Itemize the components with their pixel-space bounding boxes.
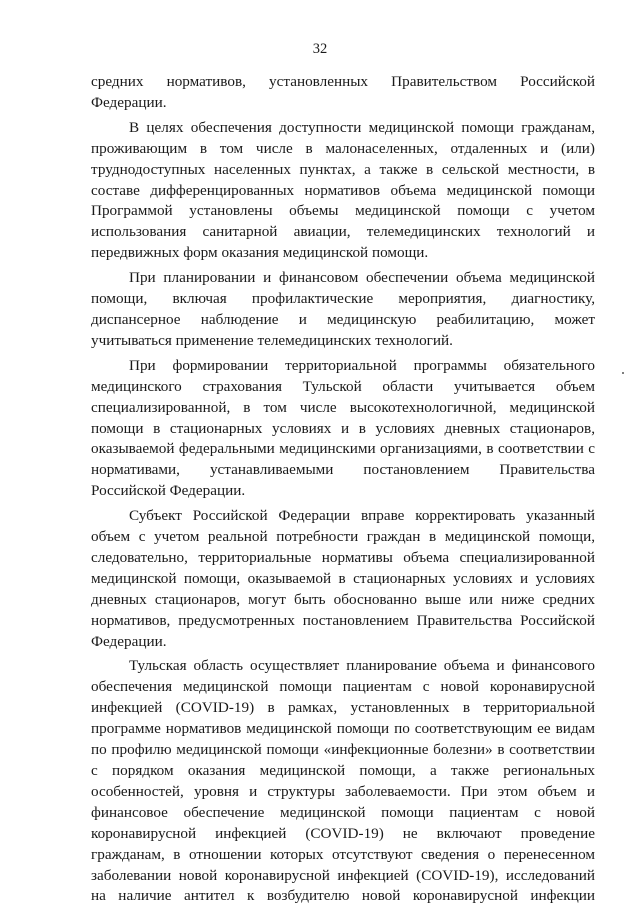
paragraph-continuation: средних нормативов, установленных Правительством Российской Федерации. [91, 73, 595, 111]
paragraph-covid-planning: Тульская область осуществляет планирование объема и финансового обеспечения медицинской помощи пациентам с новой коронавирусной инфекцией (COVID-19) в рамках, установленных в территориальной программе нормативов медицинской помощи по соответствующим ее видам по профилю медицинской помощи «инфекционные болезни» в соответствии с порядком оказания медицинской помощи, а также региональных особенностей, уровня и структуры заболеваемости. При этом объем и финансовое обеспечение медицинской помощи пациентам с новой коронавирусной инфекцией (COVID-19) не включают проведение гражданам, в отношении которых отсутствуют сведения о перенесенном заболевании новой коронавирусной инфекцией (COVID-19), исследований на наличие антител к возбудителю новой коронавирусной инфекции [91, 657, 595, 905]
scan-speck [622, 372, 624, 374]
paragraph-accessibility: В целях обеспечения доступности медицинской помощи гражданам, проживающим в том числе в малонаселенных, отдаленных и (или) труднодоступных населенных пунктах, а также в сельской местности, в составе дифференцированных нормативов объема медицинской помощи Программой установлены объемы медицинской помощи с учетом использования санитарной авиации, телемедицинских технологий и передвижных форм оказания медицинской помощи. [91, 118, 595, 262]
paragraph-subject-rights: Субъект Российской Федерации вправе корректировать указанный объем с учетом реальной потребности граждан в медицинской помощи, следовательно, территориальные нормативы объема специализированной медицинской помощи, оказываемой в стационарных условиях и условиях дневных стационаров, могут быть обоснованно выше или ниже средних нормативов, предусмотренных постановлением Правительства Российской Федерации. [91, 507, 595, 650]
paragraph-telemedicine: При планировании и финансовом обеспечении объема медицинской помощи, включая профилактические мероприятия, диагностику, диспансерное наблюдение и медицинскую реабилитацию, может учитываться применение телемедицинских технологий. [91, 269, 595, 349]
document-body [91, 72, 595, 911]
paragraph-oms-program: При формировании территориальной программы обязательного медицинского страхования Тульской области учитывается объем специализированной, в том числе высокотехнологичной, медицинской помощи в стационарных условиях и в условиях дневных стационаров, оказываемой федеральными медицинскими организациями, в соответствии с нормативами, устанавливаемыми постановлением Правительства Российской Федерации. [91, 356, 595, 500]
page-number: 32 [312, 41, 328, 57]
